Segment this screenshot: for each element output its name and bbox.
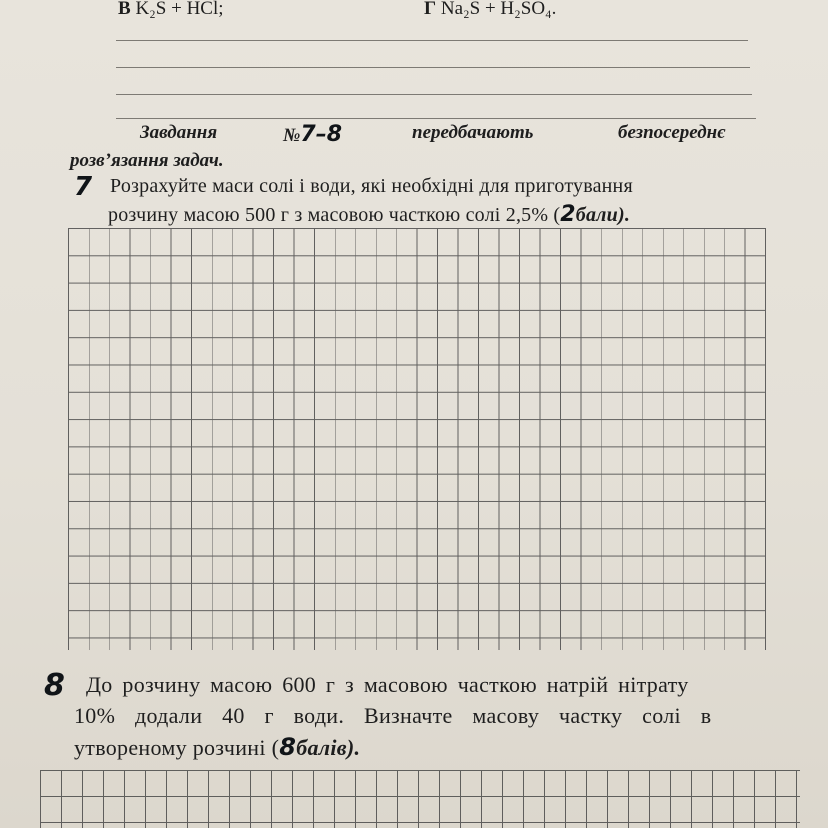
- task7-points-handwritten: 2: [560, 202, 576, 227]
- option-v-formula: K₂S + HCl;: [135, 0, 224, 19]
- task8-number-handwritten: 8: [44, 668, 65, 703]
- answer-line: [116, 40, 748, 41]
- handwritten-range: 7–8: [300, 122, 343, 147]
- option-v: [118, 0, 224, 20]
- task8-line-3: утвореному розчині (8балів).: [74, 733, 361, 761]
- answer-line: [116, 67, 750, 68]
- answer-line: [116, 118, 756, 119]
- section-heading: [140, 122, 217, 144]
- option-v-letter: В: [118, 0, 131, 19]
- task7-line-1: Розрахуйте маси солі і води, які необхідні для приготування: [110, 175, 633, 197]
- option-g-letter: Г: [424, 0, 437, 19]
- heading-line-2: розв’язання задач.: [70, 150, 224, 171]
- task8-points-handwritten: 8: [279, 733, 297, 761]
- task8-line-2: 10% додали 40 г води. Визначте масову частку солі в: [74, 703, 712, 728]
- answer-line: [116, 94, 752, 95]
- task7-points-label: бали).: [575, 204, 631, 226]
- answer-grid-task7[interactable]: [68, 228, 766, 650]
- heading-word-direct: безпосереднє: [618, 122, 726, 143]
- task7-line-2: розчину масою 500 г з масовою часткою солі 2,5% (2бали).: [108, 202, 631, 227]
- option-g: [424, 0, 556, 20]
- heading-number-sign: №7–8: [283, 122, 343, 147]
- task8-points-label: балів).: [296, 735, 361, 760]
- task7-number-handwritten: 7: [74, 172, 93, 202]
- heading-word-provide: передбачають: [412, 122, 534, 143]
- task8-line-1: До розчину масою 600 г з масовою часткою натрій нітрату: [86, 672, 689, 697]
- option-g-formula: Na₂S + H₂SO₄.: [440, 0, 557, 19]
- heading-word-tasks: Завдання: [140, 122, 218, 143]
- answer-grid-task8[interactable]: [40, 770, 800, 828]
